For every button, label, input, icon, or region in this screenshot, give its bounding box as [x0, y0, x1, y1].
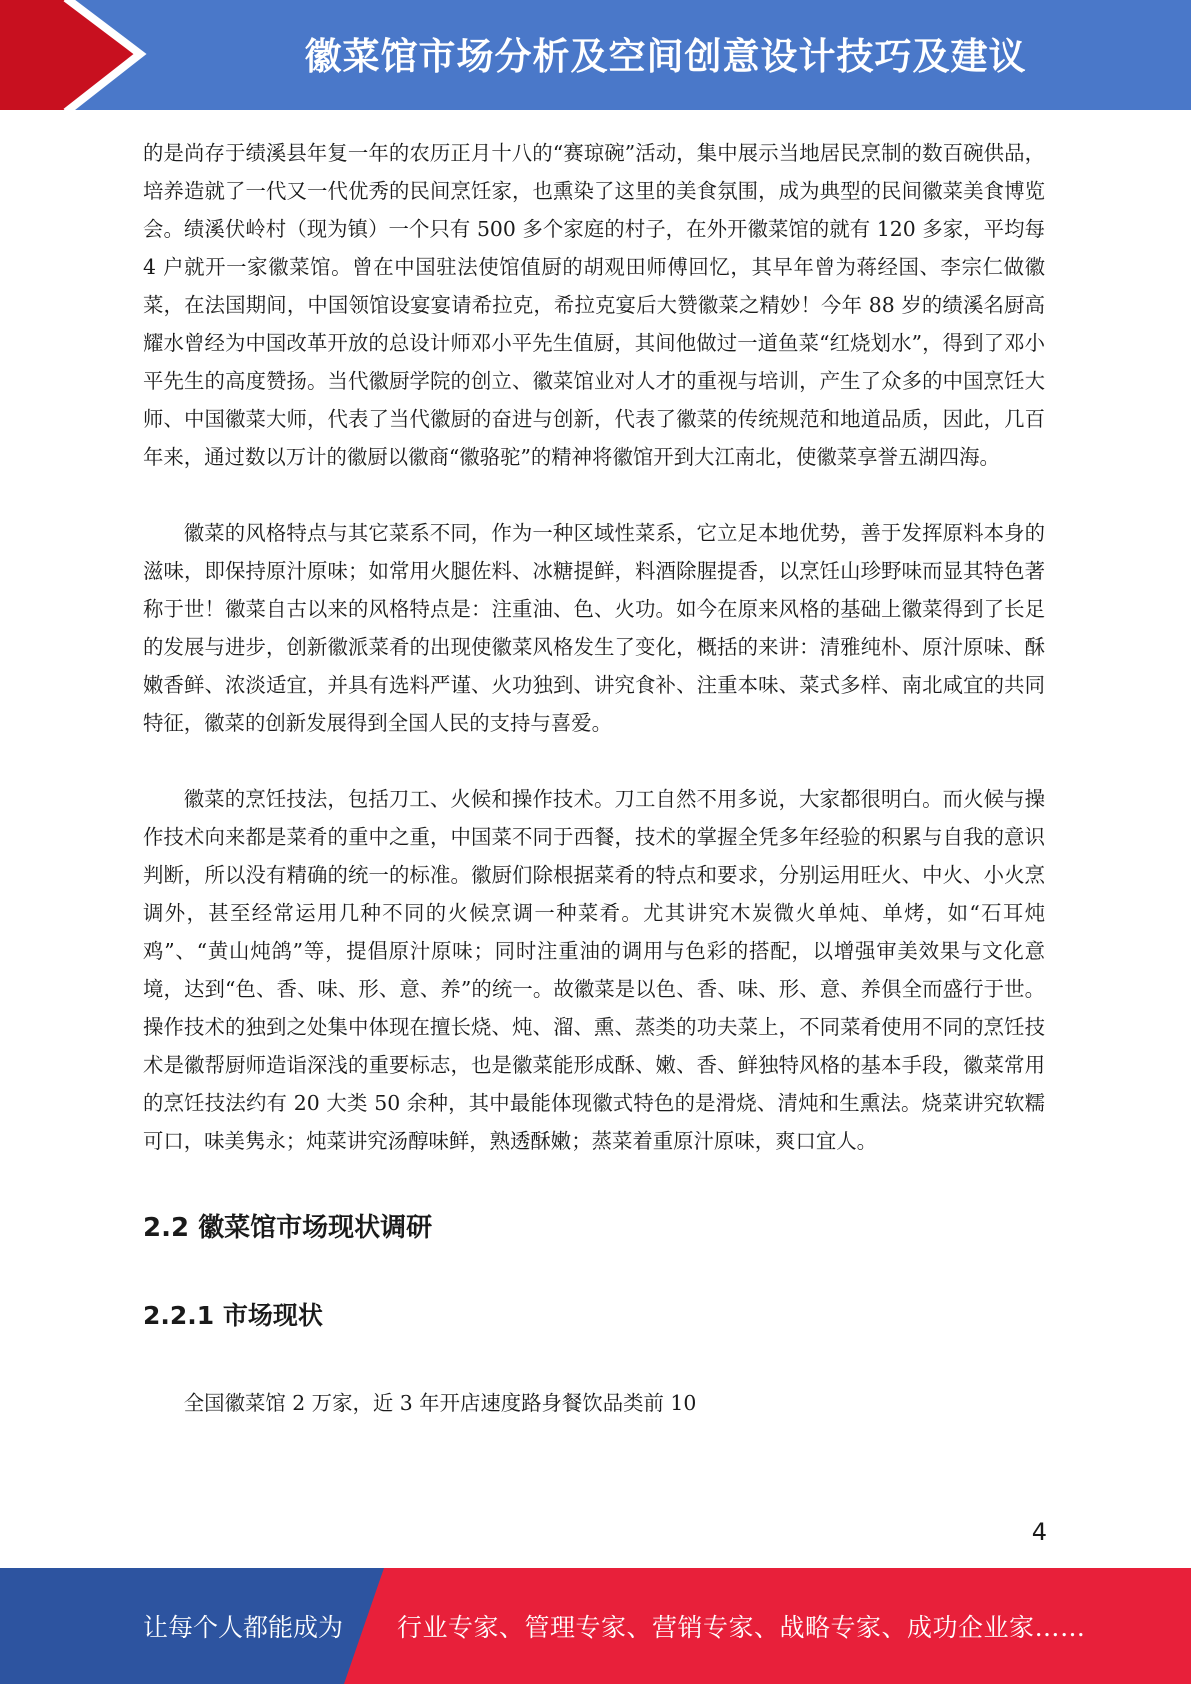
page-footer — [0, 1568, 1191, 1684]
body-paragraph: 徽菜的烹饪技法，包括刀工、火候和操作技术。刀工自然不用多说，大家都很明白。而火候与操作技术向来都是菜肴的重中之重，中国菜不同于西餐，技术的掌握全凭多年经验的积累与自我的意识判断，所以没有精确的统一的标准。徽厨们除根据菜肴的特点和要求，分别运用旺火、中火、小火烹调外，甚至经常运用几种不同的火候烹调一种菜肴。尤其讲究木炭微火单炖、单烤，如“石耳炖鸡”、“黄山炖鸽”等，提倡原汁原味；同时注重油的调用与色彩的搭配，以增强审美效果与文化意境，达到“色、香、味、形、意、养”的统一。故徽菜是以色、香、味、形、意、养俱全而盛行于世。操作技术的独到之处集中体现在擅长烧、炖、溜、熏、蒸类的功夫菜上，不同菜肴使用不同的烹饪技术是徽帮厨师造诣深浅的重要标志，也是徽菜能形成酥、嫩、香、鲜独特风格的基本手段，徽菜常用的烹饪技法约有 20 大类 50 余种，其中最能体现徽式特色的是滑烧、清炖和生熏法。烧菜讲究软糯可口，味美隽永；炖菜讲究汤醇味鲜，熟透酥嫩；蒸菜着重原汁原味，爽口宜人。 — [143, 787, 1045, 1153]
subsection-heading: 2.2.1 市场现状 — [143, 1301, 323, 1330]
page-header — [0, 0, 1191, 110]
body-paragraph: 的是尚存于绩溪县年复一年的农历正月十八的“赛琼碗”活动，集中展示当地居民烹制的数百碗供品，培养造就了一代又一代优秀的民间烹饪家，也熏染了这里的美食氛围，成为典型的民间徽菜美食博览会。绩溪伏岭村（现为镇）一个只有 500 多个家庭的村子，在外开徽菜馆的就有 120 多家，平均每 4 户就开一家徽菜馆。曾在中国驻法使馆值厨的胡观田师傅回忆，其早年曾为蒋经国、李宗仁做徽菜，在法国期间，中国领馆设宴宴请希拉克，希拉克宴后大赞徽菜之精妙！今年 88 岁的绩溪名厨高耀水曾经为中国改革开放的总设计师邓小平先生值厨，其间他做过一道鱼菜“红烧划水”，得到了邓小平先生的高度赞扬。当代徽厨学院的创立、徽菜馆业对人才的重视与培训，产生了众多的中国烹饪大师、中国徽菜大师，代表了当代徽厨的奋进与创新，代表了徽菜的传统规范和地道品质，因此，几百年来，通过数以万计的徽厨以徽商“徽骆驼”的精神将徽馆开到大江南北，使徽菜享誉五湖四海。 — [143, 141, 1045, 469]
page-content — [143, 134, 1045, 1422]
document-title: 徽菜馆市场分析及空间创意设计技巧及建议 — [304, 35, 1027, 78]
section-heading: 2.2 徽菜馆市场现状调研 — [143, 1213, 433, 1243]
body-paragraph: 徽菜的风格特点与其它菜系不同，作为一种区域性菜系，它立足本地优势，善于发挥原料本身的滋味，即保持原汁原味；如常用火腿佐料、冰糖提鲜，料酒除腥提香，以烹饪山珍野味而显其特色著称于世！徽菜自古以来的风格特点是：注重油、色、火功。如今在原来风格的基础上徽菜得到了长足的发展与进步，创新徽派菜肴的出现使徽菜风格发生了变化，概括的来讲：清雅纯朴、原汁原味、酥嫩香鲜、浓淡适宜，并具有选料严谨、火功独到、讲究食补、注重本味、菜式多样、南北咸宜的共同特征，徽菜的创新发展得到全国人民的支持与喜爱。 — [143, 521, 1045, 735]
header-arrow-graphic — [0, 0, 160, 110]
body-paragraph: 全国徽菜馆 2 万家，近 3 年开店速度路身餐饮品类前 10 — [183, 1391, 697, 1415]
footer-slogan-right: 行业专家、管理专家、营销专家、战略专家、成功企业家…… — [397, 1613, 1086, 1642]
footer-slogan-left: 让每个人都能成为 — [143, 1613, 344, 1642]
page-number: 4 — [1031, 1518, 1047, 1546]
